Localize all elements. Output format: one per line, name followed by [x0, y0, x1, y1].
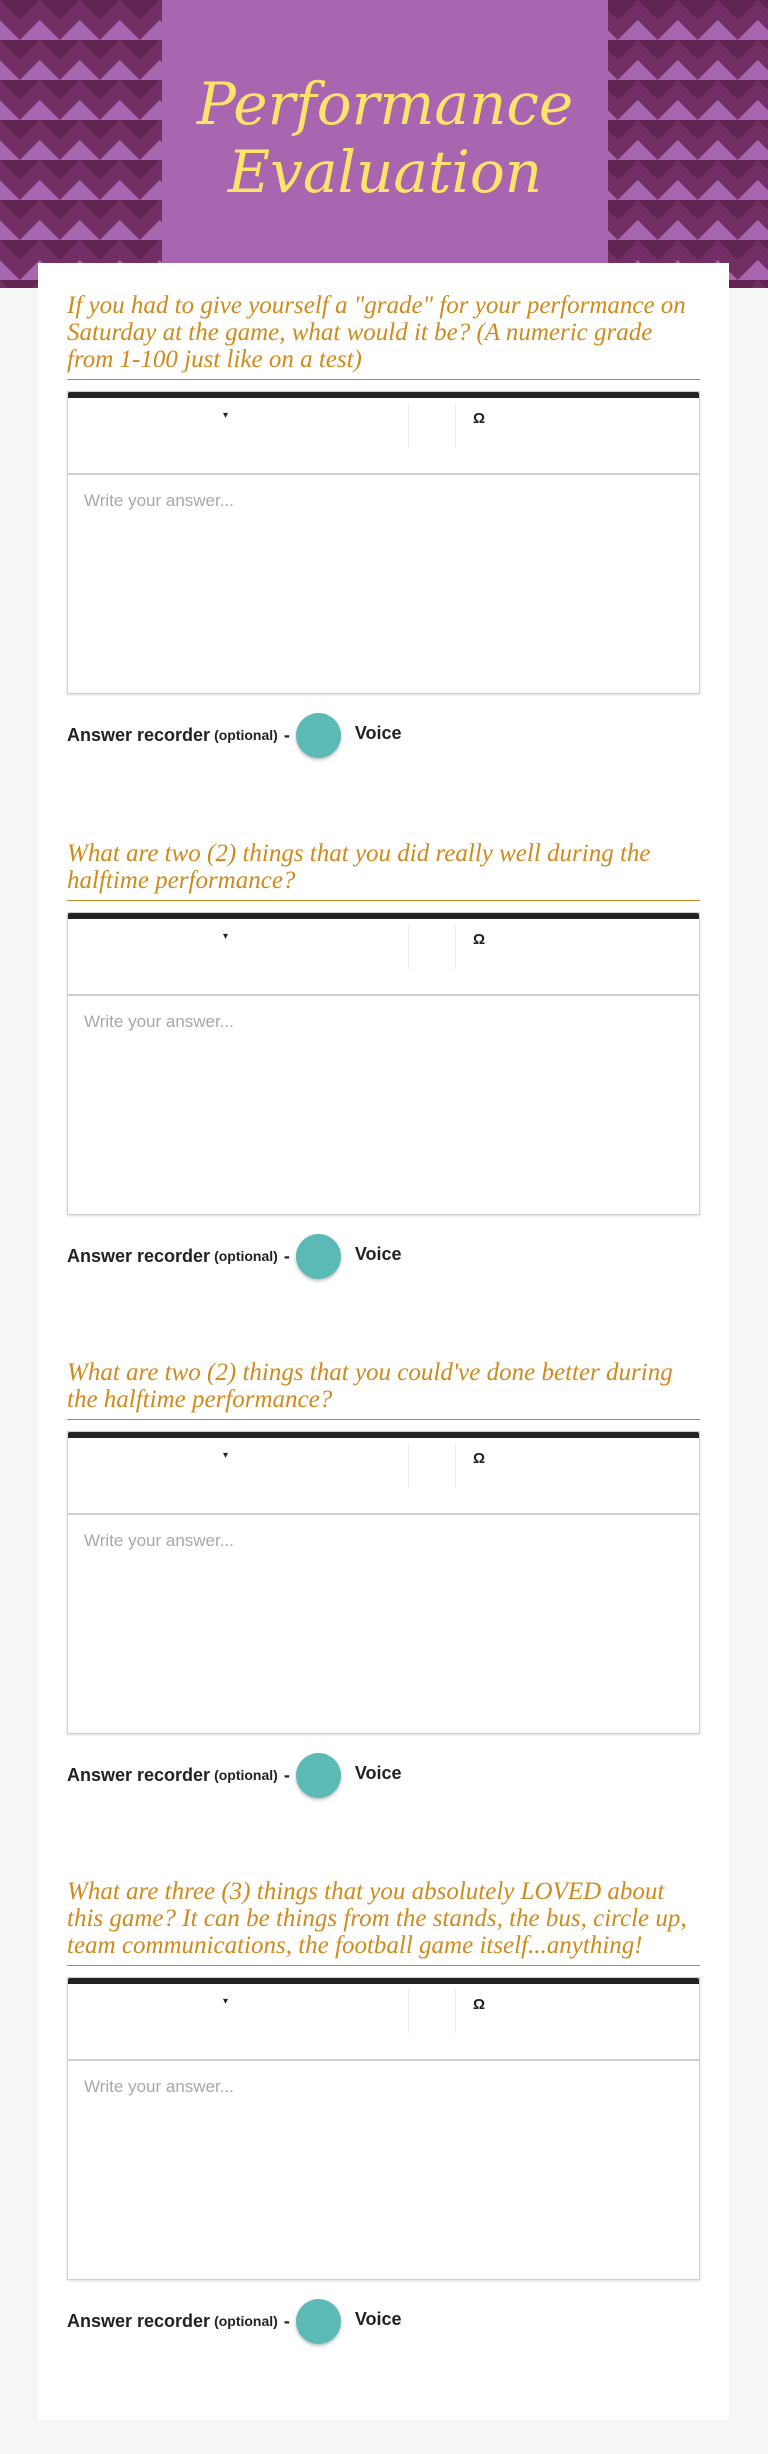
- header-banner: [0, 0, 768, 288]
- question-block: [67, 1359, 700, 1798]
- chevron-pattern-left: [0, 0, 170, 288]
- format-dropdown-icon[interactable]: ▾: [223, 1450, 229, 1461]
- question-block: [67, 292, 700, 758]
- voice-label: Voice: [354, 1762, 402, 1783]
- recorder-optional: (optional): [214, 1767, 278, 1783]
- record-button[interactable]: [296, 713, 341, 758]
- toolbar-divider: [455, 1989, 456, 2034]
- rich-text-editor: [67, 1431, 700, 1734]
- record-button[interactable]: [296, 1234, 341, 1279]
- question-text: What are two (2) things that you could've done better during the halftime performance?: [67, 1359, 700, 1420]
- special-character-icon[interactable]: Ω: [473, 1450, 486, 1467]
- recorder-dash: -: [283, 1245, 290, 1266]
- answer-input[interactable]: [84, 1012, 683, 1198]
- special-character-icon[interactable]: Ω: [473, 931, 486, 948]
- toolbar-divider: [455, 403, 456, 448]
- question-text: If you had to give yourself a "grade" for your performance on Saturday at the game, what would it be? (A numeric grade from 1-100 just like on a test): [67, 292, 700, 380]
- editor-toolbar: [68, 919, 699, 996]
- toolbar-divider: [408, 403, 409, 448]
- voice-label: Voice: [354, 1243, 402, 1264]
- recorder-optional: (optional): [214, 1248, 278, 1264]
- toolbar-divider: [408, 1443, 409, 1488]
- answer-input[interactable]: [84, 1531, 683, 1717]
- question-text: What are two (2) things that you did really well during the halftime performance?: [67, 840, 700, 901]
- answer-recorder: [67, 2298, 700, 2344]
- editor-toolbar: [68, 1984, 699, 2061]
- editor-toolbar: [68, 1438, 699, 1515]
- answer-input[interactable]: [84, 491, 683, 677]
- answer-area: [68, 475, 699, 693]
- toolbar-divider: [455, 924, 456, 969]
- rich-text-editor: [67, 1977, 700, 2280]
- rich-text-editor: [67, 912, 700, 1215]
- recorder-label: Answer recorder: [67, 1764, 211, 1785]
- question-text: What are three (3) things that you absolutely LOVED about this game? It can be things from the stands, the bus, circle up, team communications, the football game itself...anything!: [67, 1878, 700, 1966]
- recorder-optional: (optional): [214, 2313, 278, 2329]
- title-line-1: Performance: [196, 70, 574, 138]
- record-button[interactable]: [296, 1753, 341, 1798]
- format-dropdown-icon[interactable]: ▾: [223, 1996, 229, 2007]
- question-block: [67, 840, 700, 1279]
- answer-recorder: [67, 1752, 700, 1798]
- chevron-pattern-right: [598, 0, 768, 288]
- toolbar-divider: [455, 1443, 456, 1488]
- title-panel: [162, 0, 608, 288]
- editor-toolbar: [68, 398, 699, 475]
- rich-text-editor: [67, 391, 700, 694]
- answer-area: [68, 996, 699, 1214]
- toolbar-divider: [408, 1989, 409, 2034]
- answer-recorder: [67, 1233, 700, 1279]
- format-dropdown-icon[interactable]: ▾: [223, 931, 229, 942]
- title-line-2: Evaluation: [227, 138, 543, 206]
- page-title: [162, 70, 608, 206]
- voice-label: Voice: [354, 722, 402, 743]
- recorder-dash: -: [283, 2310, 290, 2331]
- answer-area: [68, 2061, 699, 2279]
- answer-area: [68, 1515, 699, 1733]
- answer-recorder: [67, 712, 700, 758]
- recorder-label: Answer recorder: [67, 2310, 211, 2331]
- special-character-icon[interactable]: Ω: [473, 1996, 486, 2013]
- record-button[interactable]: [296, 2299, 341, 2344]
- recorder-dash: -: [283, 724, 290, 745]
- special-character-icon[interactable]: Ω: [473, 410, 486, 427]
- recorder-dash: -: [283, 1764, 290, 1785]
- recorder-label: Answer recorder: [67, 1245, 211, 1266]
- question-block: [67, 1878, 700, 2344]
- voice-label: Voice: [354, 2308, 402, 2329]
- format-dropdown-icon[interactable]: ▾: [223, 410, 229, 421]
- answer-input[interactable]: [84, 2077, 683, 2263]
- recorder-optional: (optional): [214, 727, 278, 743]
- toolbar-divider: [408, 924, 409, 969]
- recorder-label: Answer recorder: [67, 724, 211, 745]
